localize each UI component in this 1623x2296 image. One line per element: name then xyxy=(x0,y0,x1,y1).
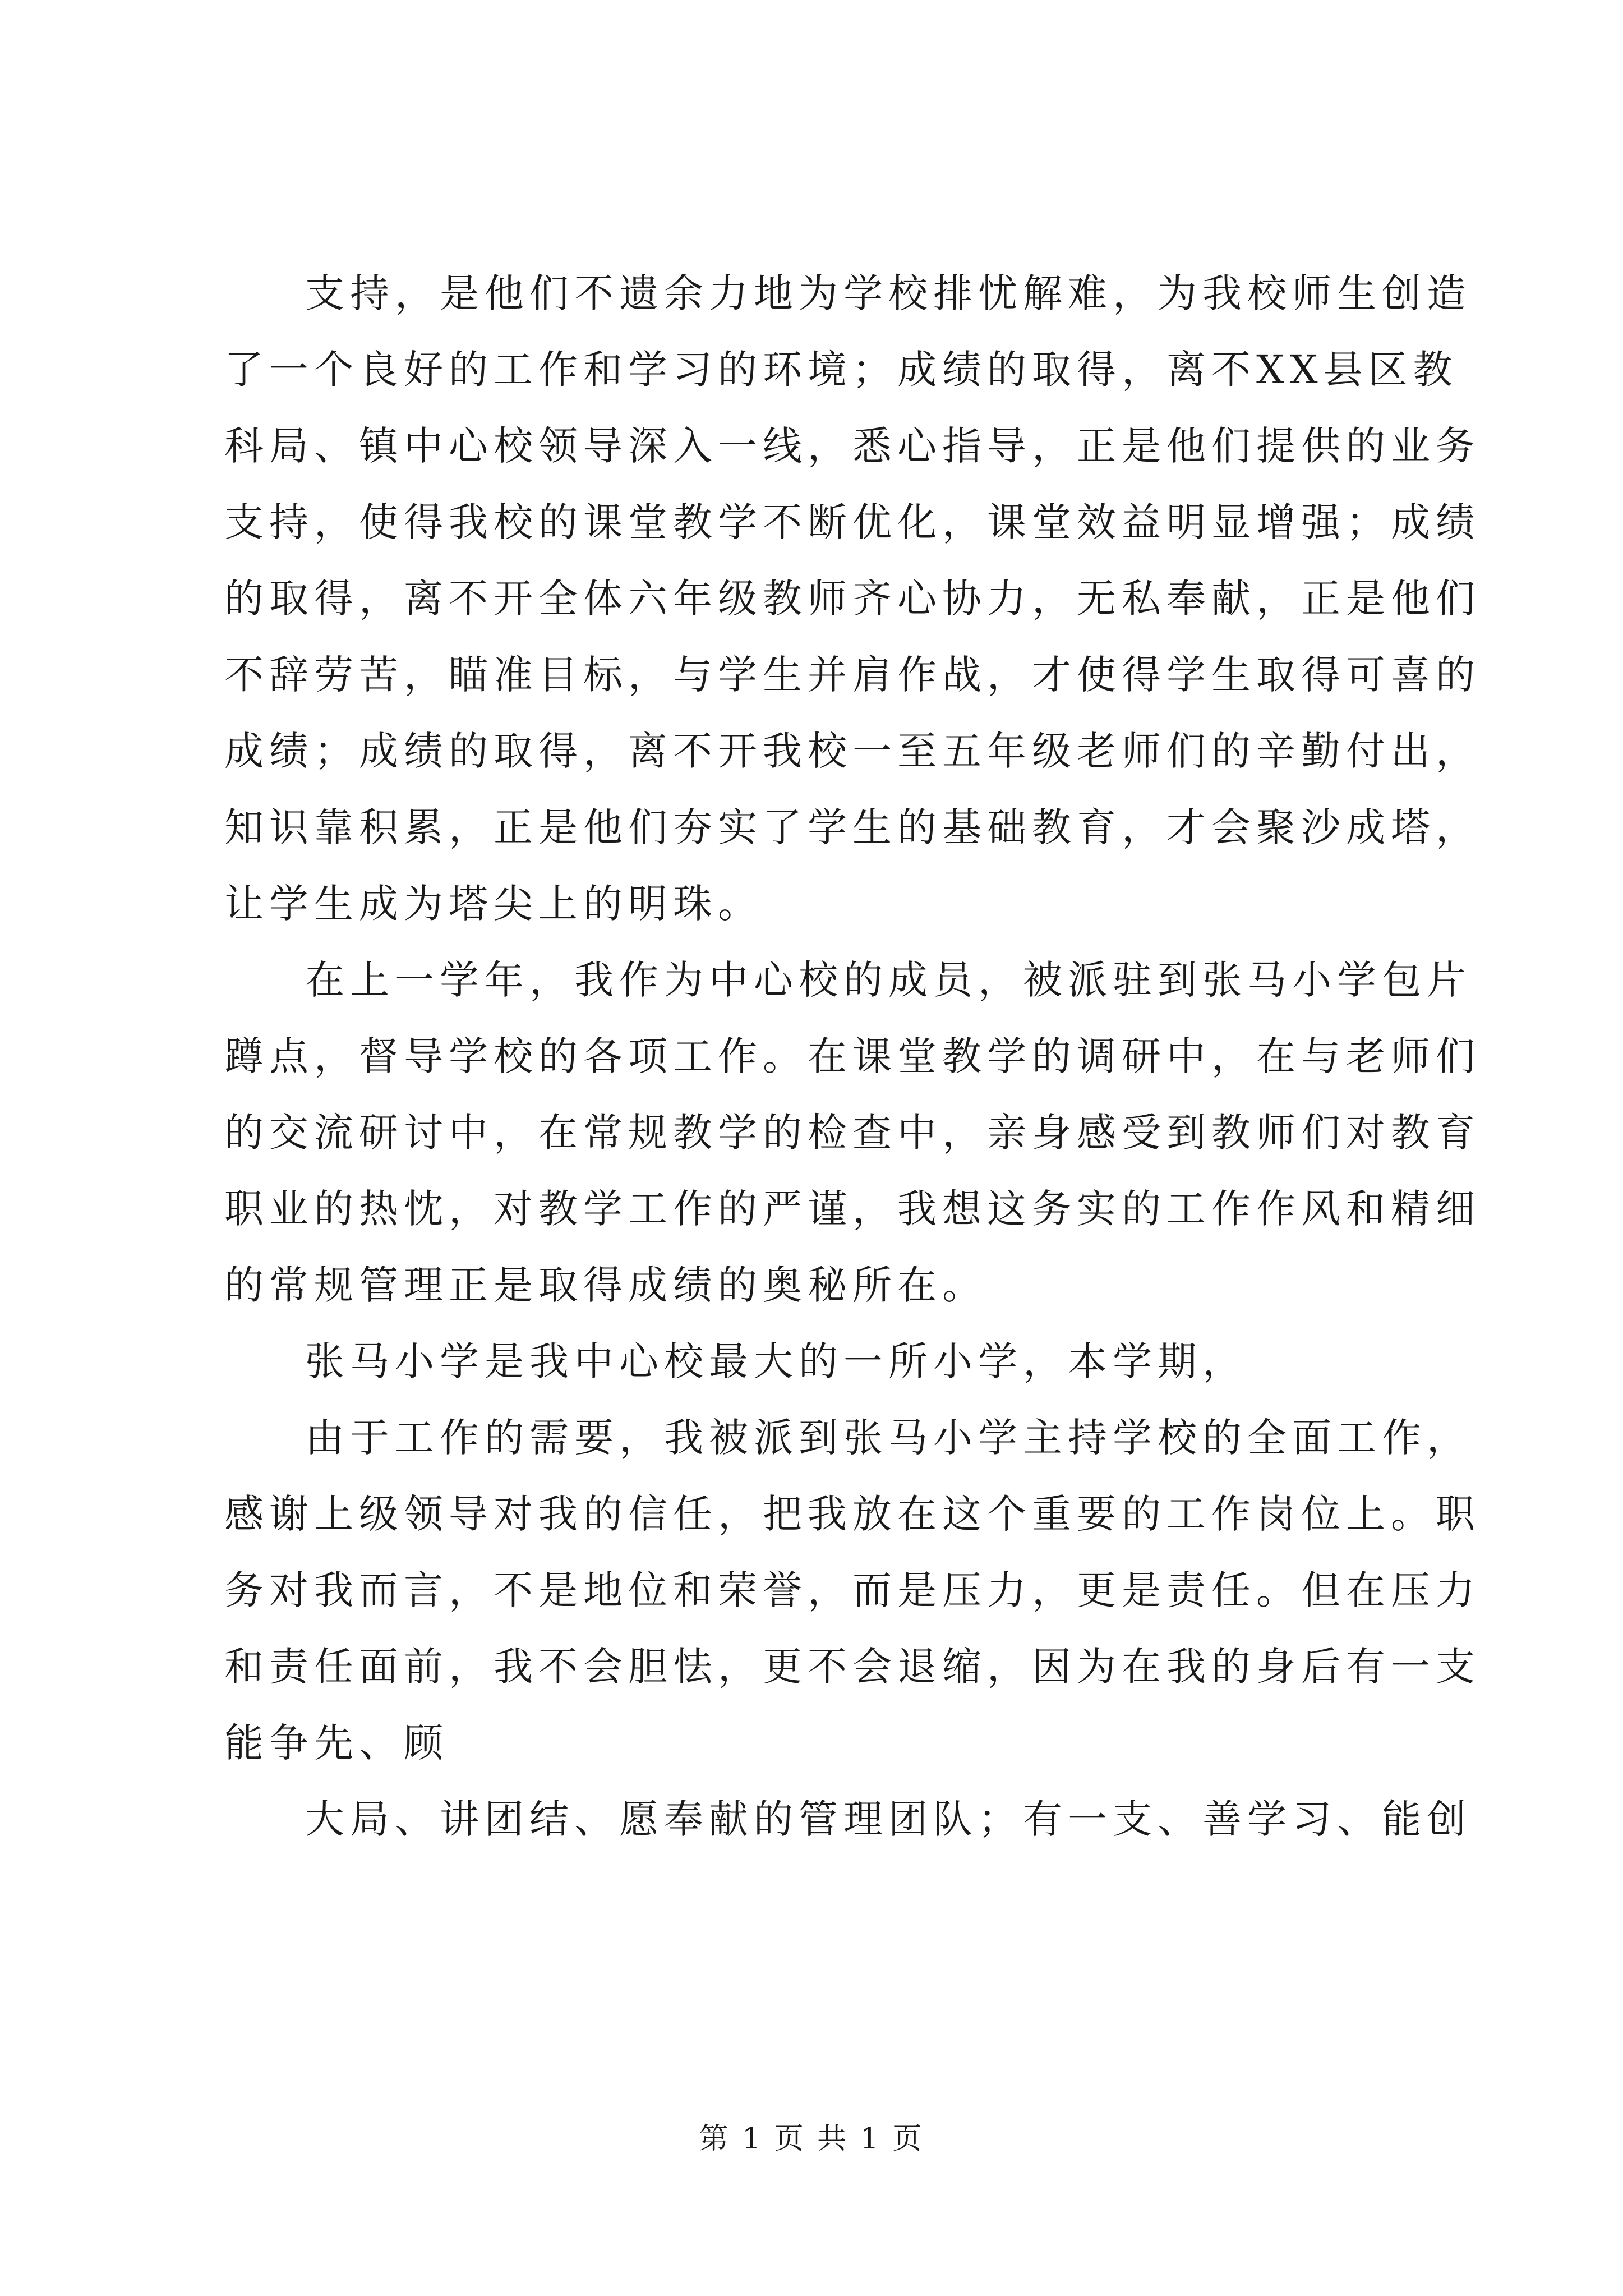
text-line: 张马小学是我中心校最大的一所小学，本学期， xyxy=(305,1338,1247,1384)
text-line: 了一个良好的工作和学习的环境；成绩的取得，离不XX县区教 xyxy=(224,347,1458,393)
text-line: 在上一学年，我作为中心校的成员，被派驻到张马小学包片 xyxy=(305,957,1472,1003)
text-line: 知识靠积累，正是他们夯实了学生的基础教育，才会聚沙成塔， xyxy=(224,804,1481,850)
text-line: 职业的热忱，对教学工作的严谨，我想这务实的工作作风和精细 xyxy=(224,1186,1481,1232)
text-line: 蹲点，督导学校的各项工作。在课堂教学的调研中，在与老师们 xyxy=(224,1033,1481,1079)
text-line: 的交流研讨中，在常规教学的检查中，亲身感受到教师们对教育 xyxy=(224,1110,1481,1156)
text-line: 让学生成为塔尖上的明珠。 xyxy=(224,881,763,927)
text-line: 和责任面前，我不会胆怯，更不会退缩，因为在我的身后有一支 xyxy=(224,1644,1481,1690)
text-line: 支持，使得我校的课堂教学不断优化，课堂效益明显增强；成绩 xyxy=(224,499,1481,545)
text-line: 科局、镇中心校领导深入一线，悉心指导，正是他们提供的业务 xyxy=(224,423,1481,469)
text-line: 务对我而言，不是地位和荣誉，而是压力，更是责任。但在压力 xyxy=(224,1567,1481,1613)
text-line: 由于工作的需要，我被派到张马小学主持学校的全面工作， xyxy=(305,1415,1472,1461)
text-line: 感谢上级领导对我的信任，把我放在这个重要的工作岗位上。职 xyxy=(224,1491,1481,1537)
text-line: 能争先、顾 xyxy=(224,1720,449,1766)
body-text xyxy=(224,255,1481,1857)
text-line: 大局、讲团结、愿奉献的管理团队；有一支、善学习、能创 xyxy=(305,1796,1472,1842)
text-line: 的取得，离不开全体六年级教师齐心协力，无私奉献，正是他们 xyxy=(224,576,1481,622)
page-footer: 第 1 页 共 1 页 xyxy=(699,2122,924,2156)
text-line: 成绩；成绩的取得，离不开我校一至五年级老师们的辛勤付出， xyxy=(224,728,1481,774)
text-line: 的常规管理正是取得成绩的奥秘所在。 xyxy=(224,1262,987,1308)
text-line: 不辞劳苦，瞄准目标，与学生并肩作战，才使得学生取得可喜的 xyxy=(224,652,1481,698)
text-line: 支持，是他们不遗余力地为学校排忧解难，为我校师生创造 xyxy=(305,270,1472,316)
